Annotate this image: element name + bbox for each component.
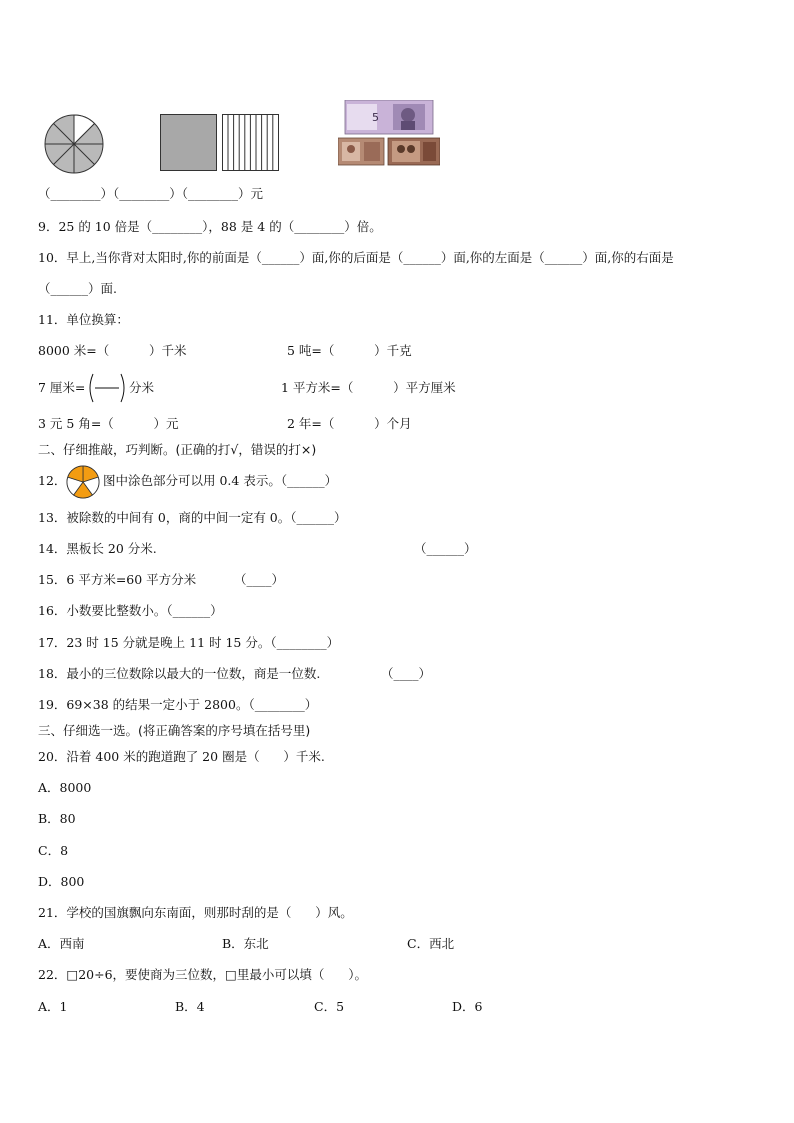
question-18: 18．最小的三位数除以最大的一位数，商是一位数. (38, 666, 321, 681)
section-3-heading: 三、仔细选一选。(将正确答案的序号填在括号里) (38, 723, 311, 738)
banknote-value: 5 (372, 111, 379, 124)
banknotes-figure (338, 100, 440, 172)
option-c[interactable]: C．8 (38, 843, 69, 858)
question-15-blank[interactable]: （____） (234, 572, 285, 587)
option-c[interactable]: C．5 (314, 999, 345, 1014)
conversion-cm-prefix: 7 厘米= (38, 380, 86, 395)
orange-fraction-circle (66, 465, 100, 503)
conversion-year-month[interactable]: 2 年=（ ）个月 (287, 416, 412, 431)
conversion-meters-km[interactable]: 8000 米=（ ）千米 (38, 343, 187, 358)
question-14: 14．黑板长 20 分米. (38, 541, 157, 556)
circle-eighths-figure (43, 113, 105, 179)
question-10-line1: 10．早上,当你背对太阳时,你的前面是（______）面,你的后面是（______）面,你的左面是（______）面,你的右面是 (38, 250, 674, 265)
question-10-line2: （______）面. (38, 281, 117, 296)
shaded-square-figure (160, 114, 217, 175)
option-b[interactable]: B．4 (175, 999, 205, 1014)
question-13[interactable]: 13．被除数的中间有 0，商的中间一定有 0。（______） (38, 510, 347, 525)
option-a[interactable]: A．8000 (38, 780, 92, 795)
option-b[interactable]: B．东北 (222, 936, 269, 951)
option-c[interactable]: C．西北 (407, 936, 455, 951)
conversion-ton-kg[interactable]: 5 吨=（ ）千克 (287, 343, 412, 358)
question-12-text[interactable]: 图中涂色部分可以用 0.4 表示。（______） (103, 473, 338, 488)
question-22-stem: 22．□20÷6，要使商为三位数，□里最小可以填（ ）。 (38, 967, 367, 982)
question-12-number: 12． (38, 473, 67, 488)
question-14-blank[interactable]: （______） (414, 541, 477, 556)
option-b[interactable]: B．80 (38, 811, 76, 826)
fraction-blank[interactable] (86, 372, 128, 408)
striped-square-figure (222, 114, 279, 175)
question-20-stem: 20．沿着 400 米的跑道跑了 20 圈是（ ）千米. (38, 749, 325, 764)
figure-answer-blanks[interactable]: （________）（________）（________）元 (38, 186, 264, 201)
question-11-title: 11．单位换算： (38, 312, 129, 327)
question-21-stem: 21．学校的国旗飘向东南面，则那时刮的是（ ）风。 (38, 905, 353, 920)
question-9: 9．25 的 10 倍是（________），88 是 4 的（________）倍。 (38, 219, 382, 234)
question-15: 15．6 平方米=60 平方分米 (38, 572, 197, 587)
option-d[interactable]: D．800 (38, 874, 85, 889)
question-19[interactable]: 19．69×38 的结果一定小于 2800。（________） (38, 697, 318, 712)
option-a[interactable]: A．西南 (38, 936, 85, 951)
question-17[interactable]: 17．23 时 15 分就是晚上 11 时 15 分。（________） (38, 635, 340, 650)
conversion-yuan[interactable]: 3 元 5 角=（ ）元 (38, 416, 179, 431)
question-16[interactable]: 16．小数要比整数小。（______） (38, 603, 223, 618)
option-a[interactable]: A．1 (38, 999, 68, 1014)
conversion-cm-suffix: 分米 (129, 380, 155, 395)
conversion-sqm-sqcm[interactable]: 1 平方米=（ ）平方厘米 (281, 380, 456, 395)
question-18-blank[interactable]: （____） (381, 666, 432, 681)
section-2-heading: 二、仔细推敲，巧判断。(正确的打√，错误的打×) (38, 442, 317, 457)
option-d[interactable]: D．6 (452, 999, 483, 1014)
